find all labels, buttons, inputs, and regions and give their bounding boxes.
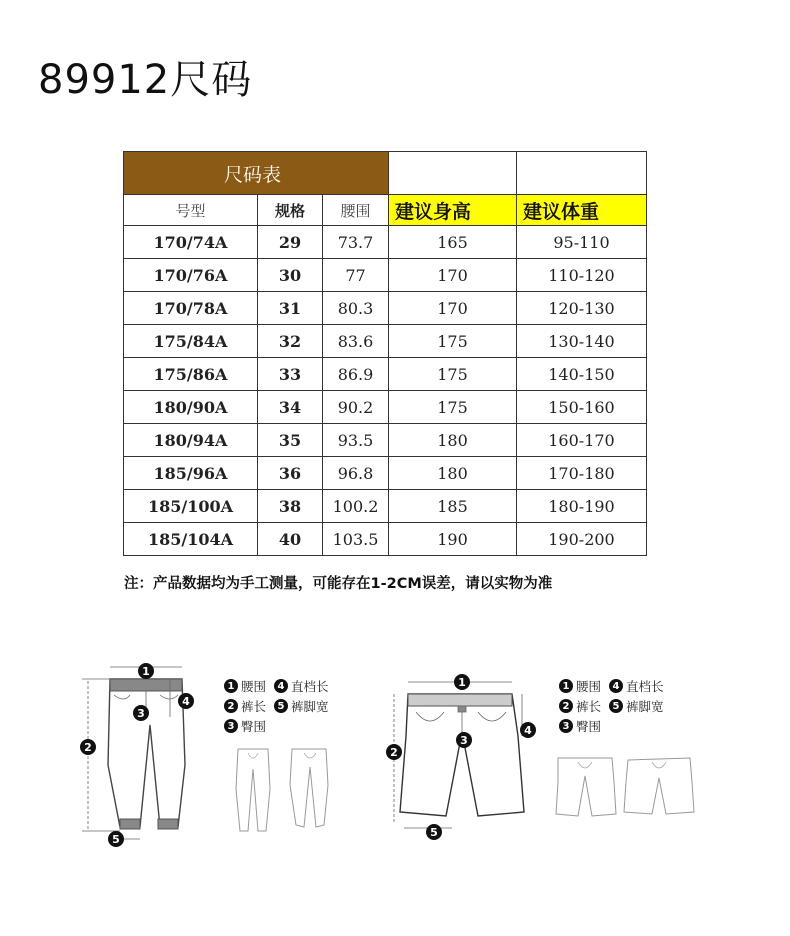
marker-1: 1 <box>142 665 150 678</box>
marker-4: 4 <box>182 695 190 708</box>
cell-weight: 170-180 <box>517 457 647 490</box>
cell-waist: 77 <box>323 259 389 292</box>
empty-cell <box>389 152 517 195</box>
cell-spec: 31 <box>258 292 323 325</box>
cell-spec: 38 <box>258 490 323 523</box>
marker-3: 3 <box>137 707 145 720</box>
table-row <box>124 523 647 556</box>
marker-2: 2 <box>390 746 398 759</box>
cell-height: 180 <box>389 457 517 490</box>
marker-1: 1 <box>458 676 466 689</box>
cell-model: 185/104A <box>124 523 258 556</box>
cell-model: 185/100A <box>124 490 258 523</box>
cell-spec: 30 <box>258 259 323 292</box>
cell-model: 175/86A <box>124 358 258 391</box>
header-waist: 腰围 <box>323 195 389 226</box>
header-height: 建议身高 <box>389 195 517 226</box>
cell-waist: 93.5 <box>323 424 389 457</box>
cell-height: 175 <box>389 358 517 391</box>
cell-spec: 33 <box>258 358 323 391</box>
cell-weight: 95-110 <box>517 226 647 259</box>
table-row <box>124 259 647 292</box>
cell-height: 165 <box>389 226 517 259</box>
header-weight: 建议体重 <box>517 195 647 226</box>
cell-height: 190 <box>389 523 517 556</box>
cell-waist: 86.9 <box>323 358 389 391</box>
cell-spec: 36 <box>258 457 323 490</box>
cell-weight: 130-140 <box>517 325 647 358</box>
cell-height: 170 <box>389 292 517 325</box>
marker-3: 3 <box>460 734 468 747</box>
long-pants-diagram <box>70 655 210 855</box>
cell-waist: 100.2 <box>323 490 389 523</box>
cell-waist: 103.5 <box>323 523 389 556</box>
cell-waist: 90.2 <box>323 391 389 424</box>
cell-model: 180/94A <box>124 424 258 457</box>
cell-waist: 73.7 <box>323 226 389 259</box>
cell-weight: 190-200 <box>517 523 647 556</box>
table-row <box>124 490 647 523</box>
measurement-note: 注：产品数据均为手工测量，可能存在1-2CM误差，请以实物为准 <box>124 576 553 592</box>
cell-weight: 160-170 <box>517 424 647 457</box>
size-table <box>123 151 647 556</box>
cell-model: 170/74A <box>124 226 258 259</box>
table-row <box>124 226 647 259</box>
marker-5: 5 <box>430 826 438 839</box>
cell-weight: 120-130 <box>517 292 647 325</box>
cell-weight: 110-120 <box>517 259 647 292</box>
table-row <box>124 424 647 457</box>
table-row <box>124 325 647 358</box>
table-row <box>124 391 647 424</box>
cell-spec: 32 <box>258 325 323 358</box>
marker-2: 2 <box>84 741 92 754</box>
table-title-row <box>124 152 647 195</box>
table-row <box>124 358 647 391</box>
marker-4: 4 <box>524 724 532 737</box>
cell-height: 175 <box>389 325 517 358</box>
cell-model: 185/96A <box>124 457 258 490</box>
cell-waist: 83.6 <box>323 325 389 358</box>
cell-model: 170/76A <box>124 259 258 292</box>
shorts-diagram <box>382 672 542 852</box>
table-row <box>124 457 647 490</box>
cell-spec: 40 <box>258 523 323 556</box>
shorts-thumbnails <box>552 752 702 822</box>
table-header-row <box>124 195 647 226</box>
cell-weight: 180-190 <box>517 490 647 523</box>
cell-weight: 150-160 <box>517 391 647 424</box>
header-spec: 规格 <box>258 195 323 226</box>
cell-waist: 96.8 <box>323 457 389 490</box>
cell-model: 170/78A <box>124 292 258 325</box>
empty-cell <box>517 152 647 195</box>
cell-spec: 29 <box>258 226 323 259</box>
table-title: 尺码表 <box>124 152 389 195</box>
cell-waist: 80.3 <box>323 292 389 325</box>
table-row <box>124 292 647 325</box>
cell-spec: 35 <box>258 424 323 457</box>
cell-model: 175/84A <box>124 325 258 358</box>
legend-left: 1 腰围 4 直档长 2 裤长 5 裤脚宽 3 臀围 <box>224 676 337 736</box>
legend-right: 1 腰围 4 直档长 2 裤长 5 裤脚宽 3 臀围 <box>559 676 672 736</box>
long-pants-thumbnails <box>234 745 344 835</box>
cell-height: 180 <box>389 424 517 457</box>
cell-spec: 34 <box>258 391 323 424</box>
cell-height: 185 <box>389 490 517 523</box>
page-title: 89912尺码 <box>38 57 253 103</box>
cell-model: 180/90A <box>124 391 258 424</box>
header-model: 号型 <box>124 195 258 226</box>
marker-5: 5 <box>112 833 120 846</box>
cell-weight: 140-150 <box>517 358 647 391</box>
cell-height: 175 <box>389 391 517 424</box>
cell-height: 170 <box>389 259 517 292</box>
